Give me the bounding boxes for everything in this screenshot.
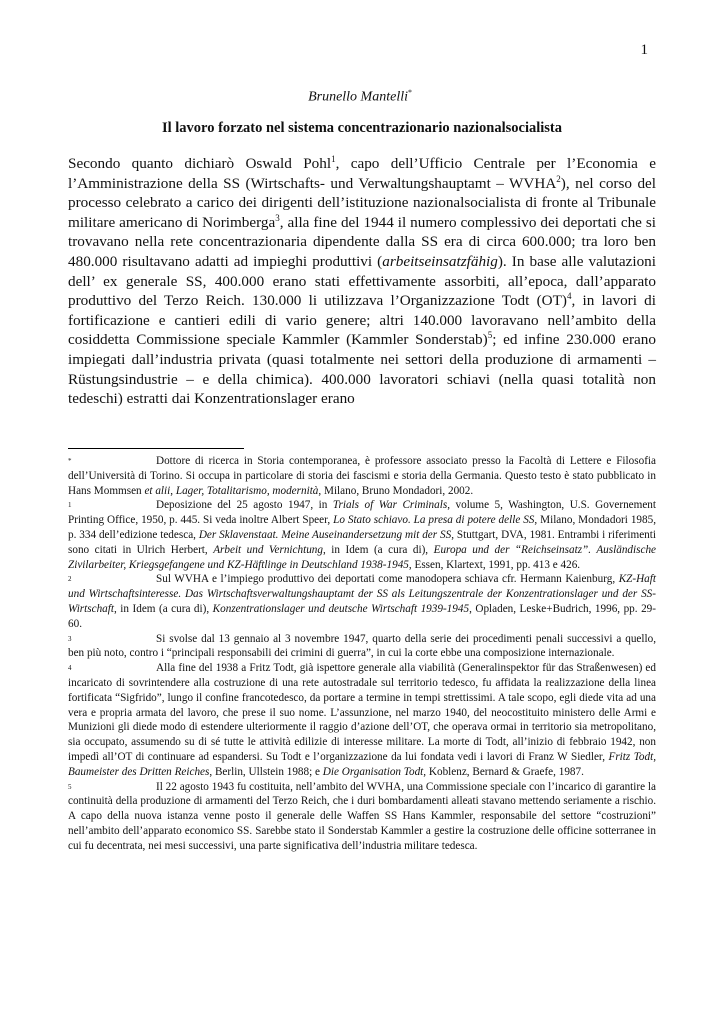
footnote-ref: 4 <box>566 291 572 302</box>
footnote-ref: 5 <box>487 330 493 341</box>
footnote-2: 2 Sul WVHA e l’impiego produttivo dei deportati come manodopera schiava cfr. Hermann Kaienburg, KZ-Haft und Wirtschaftsinteresse. Das Wirtschaftsverwaltungshauptamt der SS als Leitungszentrale der Konzentrationslager und der SS-Wirtschaft, in Idem (a cura di), Konzentrationslager und deutsche Wirtschaft 1939-1945, Opladen, Leske+Budrich, 1996, pp. 29-60. <box>68 573 656 630</box>
footnote-ref: 2 <box>556 173 561 184</box>
footnote-4: 4 Alla fine del 1938 a Fritz Todt, già ispettore generale alla viabilità (Generalinspektor für das Straßenwesen) ed incaricato di sovrintendere alla costruzione di una rete autostradale sul territorio tedesco, fu affidata la realizzazione della linea fortificata “Sigfrido”, lungo il confine francotedesco, da portare a termine in tempi strettissimi. A tale scopo, egli diede vita ad una vera e propria armata del lavoro, che prese il suo nome. L’assunzione, nel marzo 1940, del neocostituito ministero delle Armi e Munizioni gli diede modo di estendere ulteriormente il raggio d’azione dell’OT, che operava ormai in territorio sia metropolitano, sia occupato, assumendo su di sé tutte le attività edilizie di interesse militare. La morte di Todt, all’inizio di febbraio 1942, non impedì all’OT di continuare ad espandersi. Su Todt e l’organizzazione da lui fondata vedi i lavori di Franz W Siedler, Fritz Todt, Baumeister des Dritten Reiches, Berlin, Ullstein 1988; e Die Organisation Todt, Koblenz, Bernard & Graefe, 1987. <box>68 662 656 778</box>
footnote-author: * Dottore di ricerca in Storia contemporanea, è professore associato presso la Facoltà di Lettere e Filosofia dell’Università di Torino. Si occupa in particolare di storia dei fascismi e storia della Germania. Questo testo è stato pubblicato in Hans Mommsen et alii, Lager, Totalitarismo, modernità, Milano, Bruno Mondadori, 2002. <box>68 455 656 497</box>
body-paragraph: Secondo quanto dichiarò Oswald Pohl$^1$, capo dell’Ufficio Centrale per l’Economia e l’Amministrazione della SS (Wirtschafts- und Verwaltungshauptamt – WVHA$^2$), nel corso del processo celebrato a carico dei dirigenti dell’istituzione nazionalsocialista di fronte al Tribunale militare americano di Norimberga$^3$, alla fine del 1944 il numero complessivo dei deportati che si trovavano nella rete concentrazionaria dipendente dalla SS era di circa 600.000; tra loro ben 480.000 risultavano adatti ad impieghi produttivi (arbeitseinsatzfähig). In base alle valutazioni dell’ ex generale SS, 400.000 erano stati effettivamente assorbiti, all’epoca, dall’apparato produttivo del Terzo Reich. 130.000 li utilizzava l’Organizzazione Todt (OT)$^4$, in lavori di fortificazione e cantieri edili di vario genere; altri 140.000 lavoravano nell’ambito della cosiddetta Commissione speciale Kammler (Kammler Sonderstab)$^5$; ed infine 230.000 erano impiegati dall’industria privata (quasi totalmente nei settori della produzione di armamenti – Rüstungsindustrie – e della chimica). 400.000 lavoratori schiavi (nella quasi totalità non tedeschi) estratti dai Konzentrationslager erano <box>68 153 657 408</box>
author-name: Brunello Mantelli* <box>308 88 412 105</box>
author-footnote-marker: * <box>408 88 412 97</box>
footnote-separator <box>68 448 244 449</box>
footnotes <box>68 454 656 854</box>
footnote-ref: 1 <box>331 153 336 164</box>
footnote-3: 3 Si svolse dal 13 gennaio al 3 novembre 1947, quarto della serie dei procedimenti penali successivi a quello, ben più noto, contro i “principali responsabili dei crimini di guerra”, in cui la corte ebbe una composizione internazionale. <box>68 632 656 660</box>
footnote-1: 1 Deposizione del 25 agosto 1947, in Trials of War Criminals, volume 5, Washington, U.S. Governement Printing Office, 1950, p. 445. Si veda inoltre Albert Speer, Lo Stato schiavo. La presa di potere delle SS, Milano, Mondadori 1985, p. 334 dell’edizione tedesca, Der Sklavenstaat. Meine Auseinandersetzung mit der SS, Stuttgart, DVA, 1981. Entrambi i riferimenti sono citati in Ulrich Herbert, Arbeit und Vernichtung, in Idem (a cura di), Europa und der “Reichseinsatz”. Ausländische Zivilarbeiter, Kriegsgefangene und KZ-Häftlinge in Deutschland 1938-1945, Essen, Klartext, 1991, pp. 413 e 426. <box>68 499 657 571</box>
article-title: Il lavoro forzato nel sistema concentrazionario nazionalsocialista <box>161 120 563 136</box>
page-number: 1 <box>640 42 648 58</box>
footnote-5: 5 Il 22 agosto 1943 fu costituita, nell’ambito del WVHA, una Commissione speciale con l’incarico di garantire la continuità della produzione di armamenti del Terzo Reich, che i duri bombardamenti alleati stavano mettendo seriamente a rischio. A capo della nuova istanza venne posto il generale delle Waffen SS Hans Kammler, responsabile del settore “costruzioni” nell’ambito dell’apparato economico SS. Sarebbe stato il Sonderstab Kammler a gestire la costruzione delle officine sotterranee in cui fu decentrata, nei mesi successivi, una parte significativa dell’industria militare tedesca. <box>68 780 656 852</box>
footnote-ref: 3 <box>275 212 280 223</box>
